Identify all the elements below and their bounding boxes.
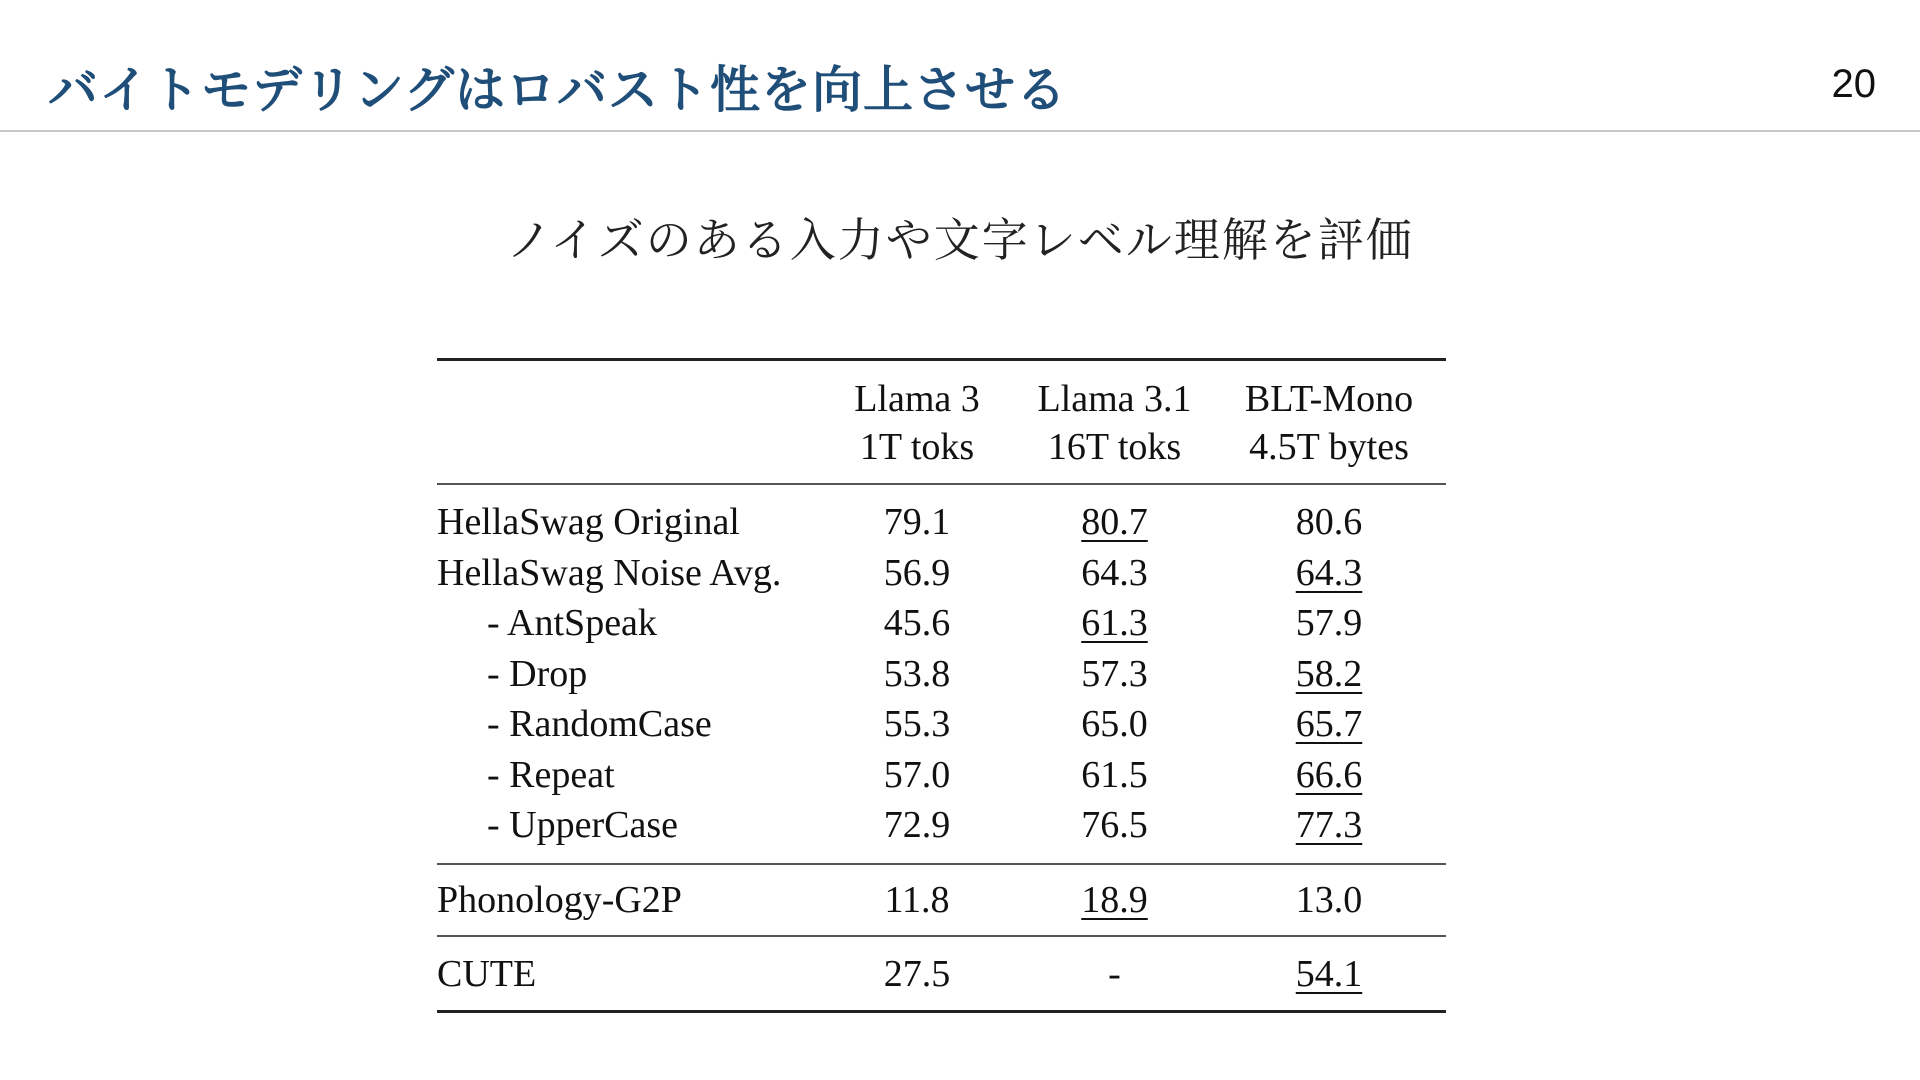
table-cell: 56.9 (883, 551, 951, 594)
table-row (437, 649, 1446, 700)
table-row (437, 750, 1446, 801)
header-row-model (437, 360, 1446, 424)
table-cell: 64.3 (1081, 551, 1148, 594)
slide-title: バイトモデリングはロバスト性を向上させる (48, 61, 1067, 119)
table-row (437, 548, 1446, 599)
table-row (437, 936, 1446, 1011)
table-cell: 58.2 (1295, 652, 1363, 695)
table-cell: 18.9 (1017, 864, 1212, 937)
row-label: HellaSwag Noise Avg. (437, 551, 782, 594)
header-corner (437, 360, 817, 424)
column-header-data-size: 1T toks (817, 423, 1017, 484)
table-cell: 64.3 (1295, 551, 1363, 594)
table-row (437, 864, 1446, 937)
column-header-data-size: 16T toks (1017, 423, 1212, 484)
table-cell: 65.0 (1081, 703, 1148, 745)
table-cell: 77.3 (1212, 800, 1446, 864)
table-row (437, 598, 1446, 649)
row-label: - UpperCase (437, 800, 817, 864)
row-label: CUTE (437, 936, 817, 1011)
table-cell: 57.9 (1295, 602, 1363, 644)
table-cell: 76.5 (1017, 800, 1212, 864)
row-label: - Drop (487, 652, 588, 695)
header-corner (437, 423, 817, 484)
table-cell: 53.8 (883, 652, 951, 695)
table-cell: 54.1 (1212, 936, 1446, 1011)
row-label: - Repeat (487, 753, 615, 796)
table-row (437, 699, 1446, 750)
table-cell: 57.3 (1081, 652, 1148, 695)
row-label: HellaSwag Original (437, 501, 740, 543)
table-cell: 61.3 (1081, 602, 1148, 644)
results-table-container (437, 358, 1446, 1013)
table-row (437, 800, 1446, 864)
table-cell: 61.5 (1081, 753, 1148, 796)
table-cell: 45.6 (883, 602, 951, 644)
table-group-hellaswag (437, 484, 1446, 864)
table-cell: 79.1 (883, 501, 951, 543)
table-cell: 57.0 (883, 753, 951, 796)
results-table (437, 358, 1446, 1013)
table-cell: 55.3 (883, 703, 951, 745)
page-number: 20 (1831, 62, 1876, 106)
column-header-model: Llama 3.1 (1017, 360, 1212, 424)
column-header-model: BLT-Mono (1212, 360, 1446, 424)
table-row (437, 484, 1446, 548)
table-group-cute (437, 936, 1446, 1011)
column-header-data-size: 4.5T bytes (1212, 423, 1446, 484)
table-cell: 27.5 (817, 936, 1017, 1011)
row-label: Phonology-G2P (437, 864, 817, 937)
table-group-phonology (437, 864, 1446, 937)
table-cell: 80.6 (1295, 501, 1363, 543)
title-divider (0, 130, 1920, 132)
table-header (437, 360, 1446, 485)
row-label: - AntSpeak (487, 602, 657, 644)
header-row-data-size (437, 423, 1446, 484)
slide-subtitle: ノイズのある入力や文字レベル理解を評価 (506, 213, 1414, 267)
table-cell: - (1017, 936, 1212, 1011)
table-cell: 13.0 (1212, 864, 1446, 937)
table-cell: 66.6 (1295, 753, 1363, 796)
table-cell: 72.9 (817, 800, 1017, 864)
table-cell: 65.7 (1295, 703, 1363, 745)
table-cell: 11.8 (817, 864, 1017, 937)
column-header-model: Llama 3 (817, 360, 1017, 424)
row-label: - RandomCase (487, 703, 712, 745)
table-cell: 80.7 (1081, 501, 1148, 543)
